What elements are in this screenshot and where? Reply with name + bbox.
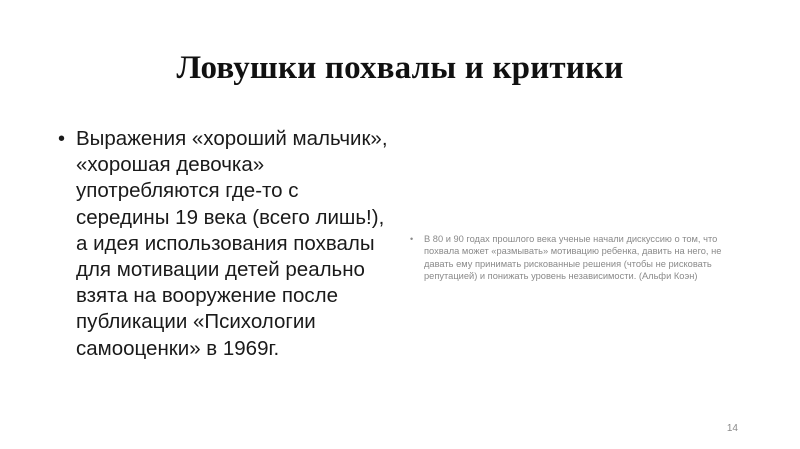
- side-note: [410, 233, 745, 283]
- slide-title: Ловушки похвалы и критики: [176, 50, 624, 86]
- side-note-text: В 80 и 90 годах прошлого века ученые начали дискуссию о том, что похвала может «размывать» мотивацию ребенка, давить на него, не давать ему принимать рискованные решения (чтобы не рисковать репутацией) и понижать уровень независимости. (Альфи Коэн): [424, 234, 722, 282]
- note-marker-icon: •: [410, 234, 414, 244]
- side-note-item: [410, 233, 745, 283]
- page-number: 14: [726, 423, 738, 434]
- main-bullet-text: Выражения «хороший мальчик», «хорошая девочка» употребляются где-то с середины 19 века (всего лишь!), а идея использования похвалы для мотивации детей реально взята на вооружение после публикации «Психологии самооценки» в 1969г.: [76, 127, 388, 360]
- bullet-marker-icon: •: [58, 128, 66, 150]
- main-bullet-item: [58, 126, 388, 362]
- main-content: [58, 126, 388, 362]
